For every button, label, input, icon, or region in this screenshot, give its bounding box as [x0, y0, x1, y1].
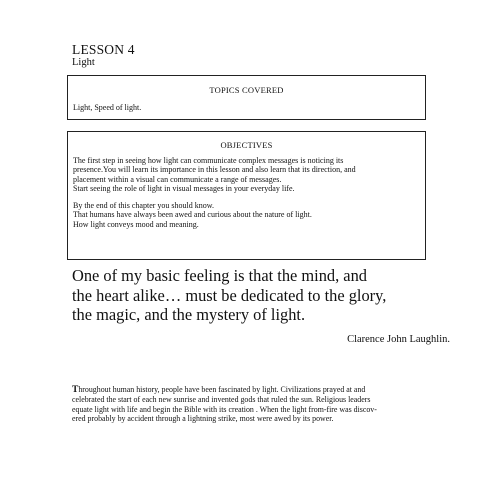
objectives-outcome-line: That humans have always been awed and curious about the nature of light.: [73, 210, 312, 220]
objectives-intro-line: placement within a visual can communicate a range of messages.: [73, 174, 282, 184]
objectives-intro-line: presence.You will learn its importance in this lesson and also learn that its direction, and: [73, 165, 356, 175]
objectives-intro: [73, 156, 356, 194]
body-first-line-text: hroughout human history, people have been fascinated by light. Civilizations prayed at and: [78, 385, 366, 394]
drop-cap: T: [72, 385, 79, 395]
quote-line: One of my basic feeling is that the mind, and: [72, 266, 367, 285]
quote-line: the magic, and the mystery of light.: [72, 305, 306, 324]
objectives-intro-line: The first step in seeing how light can communicate complex messages is noticing its: [73, 156, 344, 165]
pull-quote: [72, 266, 386, 325]
topics-heading: TOPICS COVERED: [209, 85, 284, 95]
topics-covered-box: [67, 75, 426, 120]
quote-line: the heart alike… must be dedicated to the glory,: [72, 285, 387, 305]
body-line: equate light with life and begin the Bible with its creation . When the light from-fire was discov-: [72, 404, 377, 414]
objectives-outcomes: [73, 201, 312, 229]
objectives-box: [67, 131, 426, 260]
objectives-outcome-line: By the end of this chapter you should know.: [73, 201, 215, 210]
objectives-heading: OBJECTIVES: [220, 140, 273, 150]
quote-attribution: Clarence John Laughlin.: [347, 334, 450, 345]
objectives-outcome-line: How light conveys mood and meaning.: [73, 219, 199, 229]
body-line: celebrated the start of each new sunrise and invented gods that ruled the sun. Religious leaders: [72, 395, 371, 405]
body-paragraph: [72, 385, 377, 424]
body-line: [72, 385, 377, 395]
topics-text: Light, Speed of light.: [73, 103, 142, 112]
objectives-intro-line: Start seeing the role of light in visual messages in your everyday life.: [73, 184, 295, 194]
body-line: ered probably by accident through a lightning strike, most were awed by its power.: [72, 414, 334, 424]
lesson-title: LESSON 4: [72, 42, 135, 57]
lesson-subtitle: Light: [72, 57, 95, 68]
